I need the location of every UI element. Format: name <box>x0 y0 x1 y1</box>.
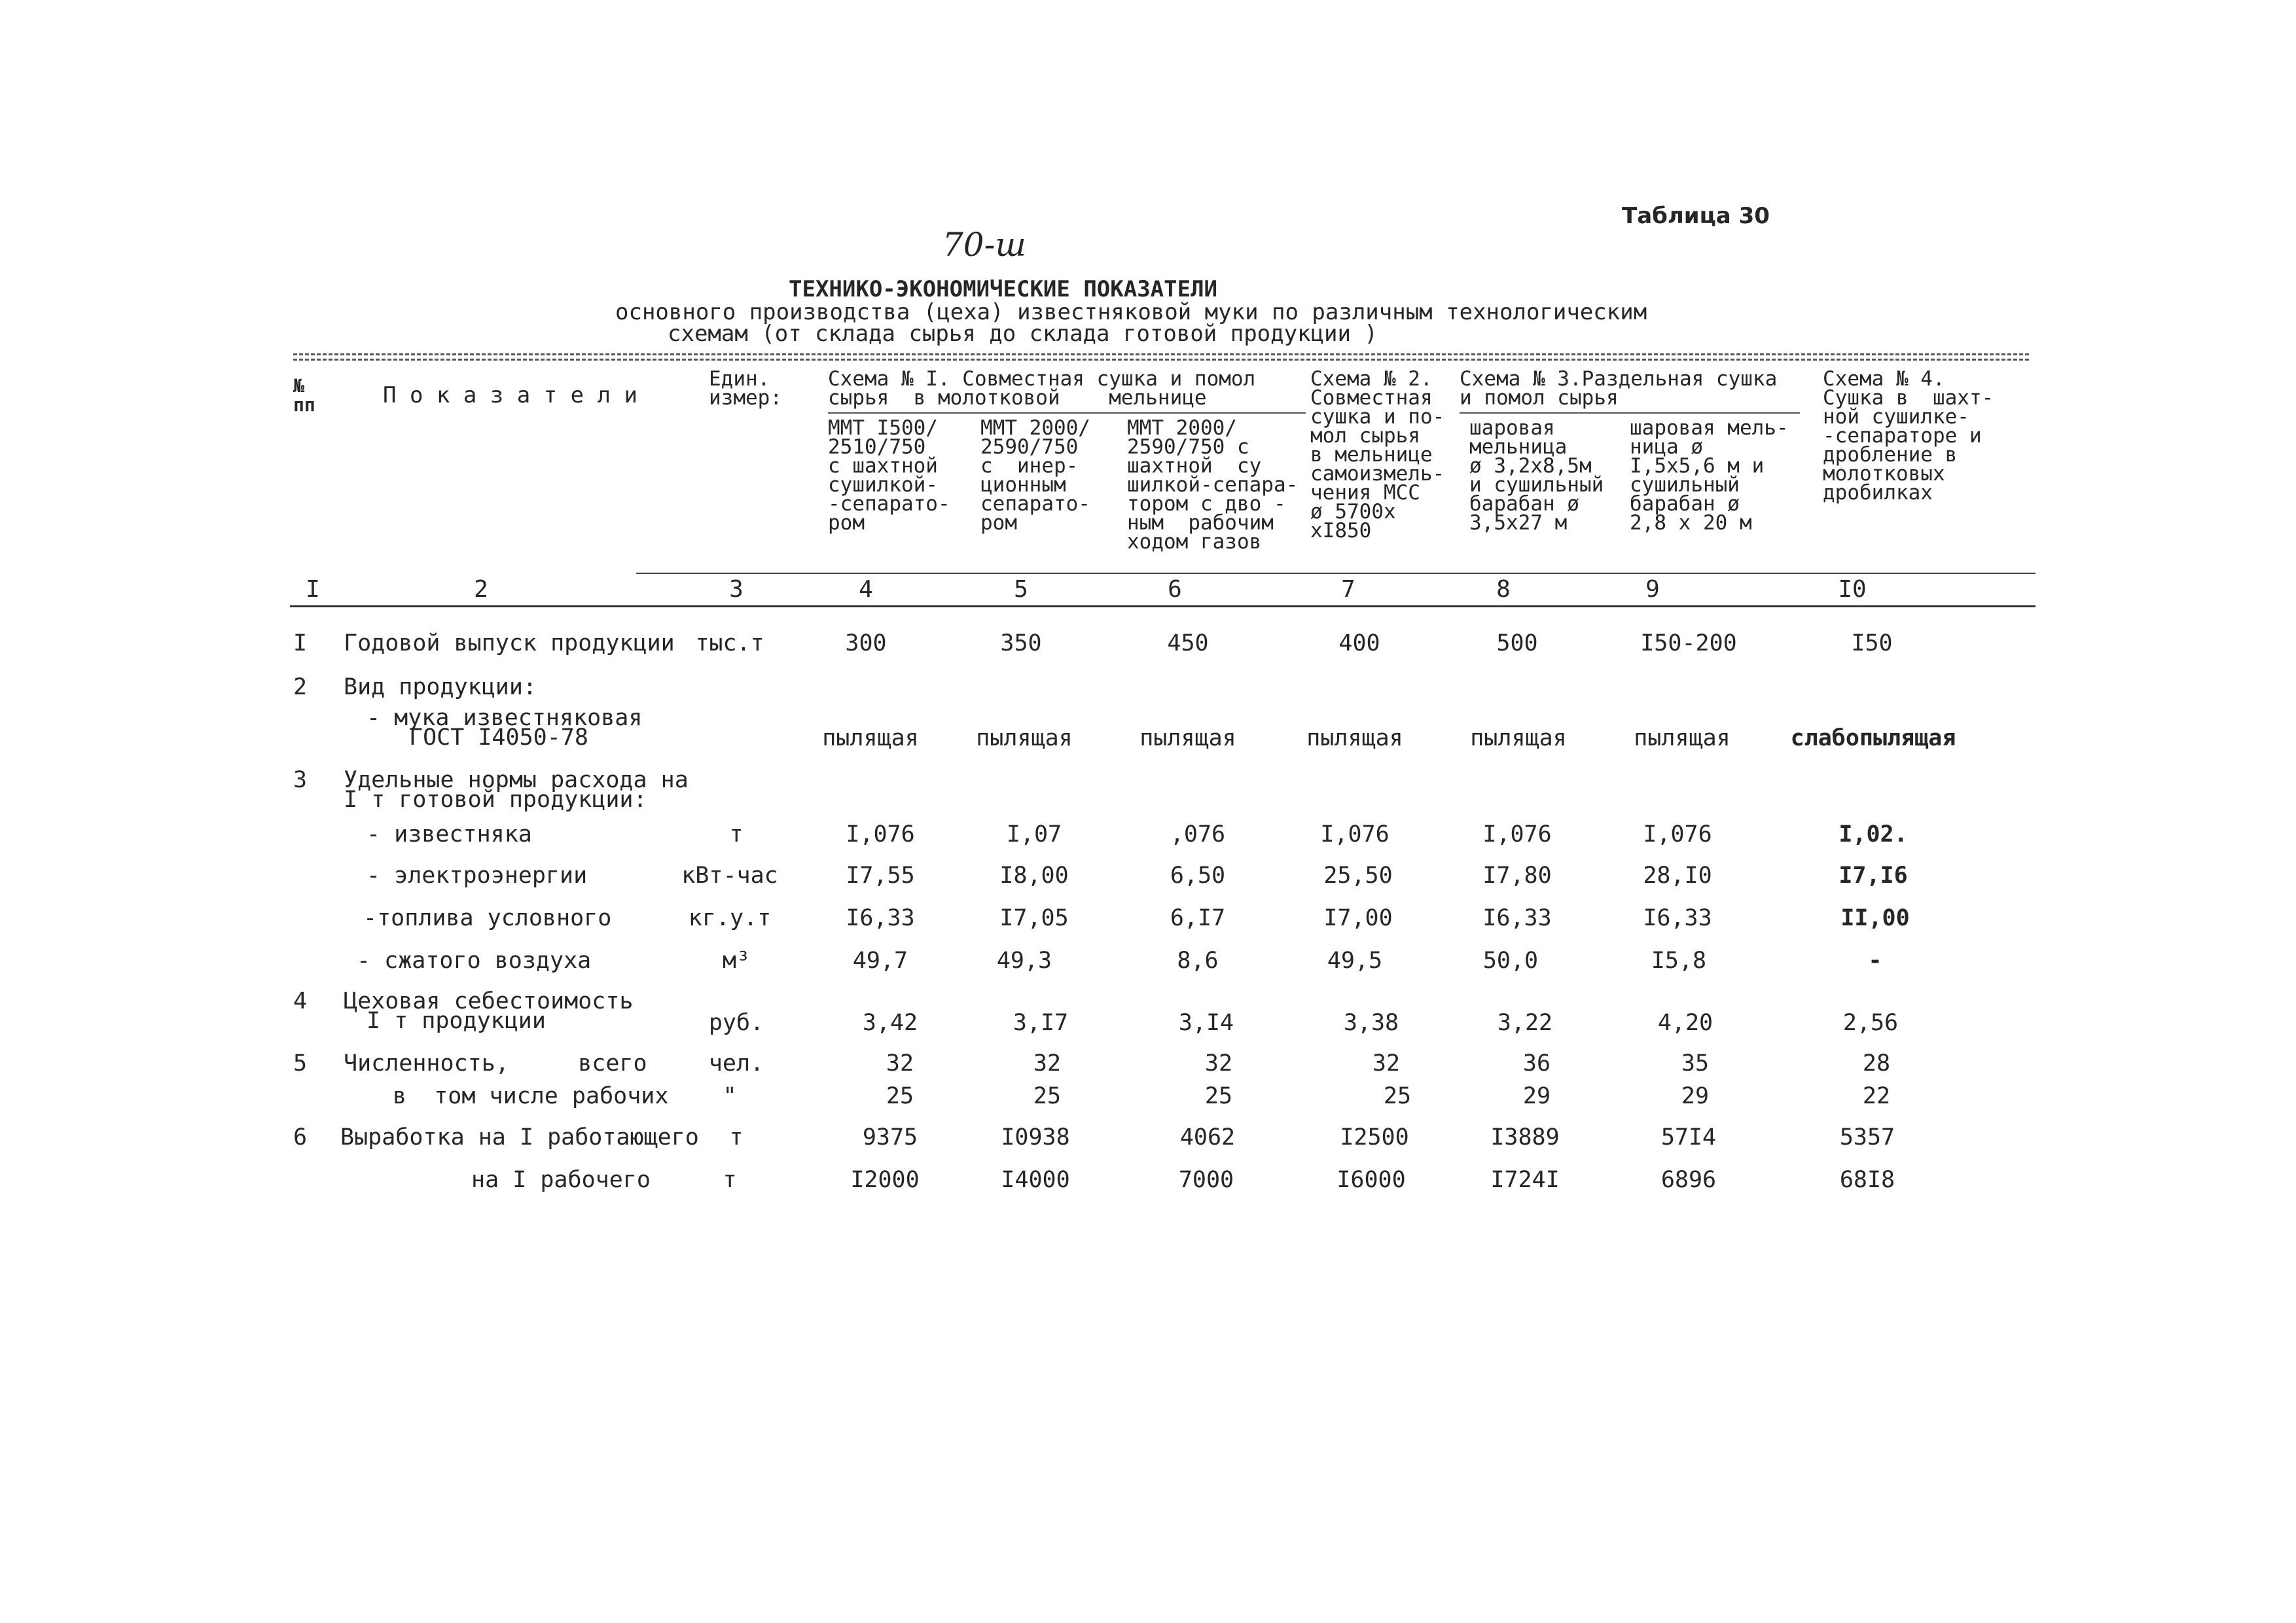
handwritten-page-note: 70-ш <box>942 226 1026 264</box>
row-3d-col-10: - <box>1868 948 1882 974</box>
row-5a-col-10: 22 <box>1862 1083 1891 1109</box>
row-5-col-4: 32 <box>886 1050 914 1077</box>
scheme-3-underline <box>1460 412 1800 414</box>
row-3c-col-8: I6,33 <box>1482 905 1552 931</box>
row-5a-col-8: 29 <box>1522 1083 1551 1109</box>
row-6-number: 6 <box>293 1124 308 1150</box>
table-title: ТЕХНИКО-ЭКОНОМИЧЕСКИЕ ПОКАЗАТЕЛИ <box>789 276 1218 302</box>
header-scheme-1: Схема № I. Совместная сушка и помол сырья в молотковой мельнице <box>828 367 1256 410</box>
row-3a-col-6: ,076 <box>1170 821 1226 847</box>
header-indicators: П о к а з а т е л и <box>383 382 637 408</box>
row-6a-col-10: 68I8 <box>1839 1167 1895 1193</box>
row-3a-col-4: I,076 <box>846 821 915 847</box>
row-3b-label: - электроэнергии <box>367 863 588 889</box>
header-col-5: ММТ 2000/ 2590/750 с инер- ционным сепарато- ром <box>980 416 1090 535</box>
col-num-9: 9 <box>1645 576 1660 603</box>
row-4-col-6: 3,I4 <box>1178 1010 1234 1036</box>
row-3b-col-6: 6,50 <box>1170 863 1226 889</box>
row-3d-col-7: 49,5 <box>1327 948 1383 974</box>
row-3c-label: -топлива условного <box>363 905 612 931</box>
row-5-col-7: 32 <box>1372 1050 1401 1077</box>
row-3a-label: - известняка <box>367 821 532 847</box>
row-3a-col-10: I,02. <box>1839 821 1908 847</box>
col-num-8: 8 <box>1496 576 1511 603</box>
row-2a-col-8: пылящая <box>1470 725 1567 751</box>
row-5-unit: чел. <box>708 1050 764 1077</box>
row-1-col-4: 300 <box>845 630 887 656</box>
row-3b-col-7: 25,50 <box>1323 863 1393 889</box>
row-6-col-6: 4062 <box>1179 1124 1236 1150</box>
col-num-2: 2 <box>474 576 488 603</box>
row-3b-col-8: I7,80 <box>1482 863 1552 889</box>
row-3c-col-5: I7,05 <box>999 905 1069 931</box>
row-3a-col-7: I,076 <box>1320 821 1390 847</box>
row-1-col-9: I50-200 <box>1640 630 1737 656</box>
row-3d-unit: м³ <box>722 948 751 974</box>
header-col-9: шаровая мель- ница ø I,5х5,6 м и сушильный барабан ø 2,8 х 20 м <box>1630 416 1789 535</box>
table-label: Таблица 30 <box>1622 203 1770 229</box>
row-6a-col-7: I6000 <box>1336 1167 1406 1193</box>
row-6-col-4: 9375 <box>862 1124 918 1150</box>
row-3a-col-5: I,07 <box>1006 821 1062 847</box>
row-3b-unit: кВт-час <box>681 863 778 889</box>
row-2a-standard: ГОСТ I4050-78 <box>409 724 588 751</box>
row-3d-col-5: 49,3 <box>996 948 1052 974</box>
row-6-col-7: I2500 <box>1340 1124 1409 1150</box>
row-6a-label: на I рабочего <box>471 1167 651 1193</box>
row-3c-col-6: 6,I7 <box>1170 905 1226 931</box>
row-2-label: Вид продукции: <box>344 674 537 700</box>
row-3d-label: - сжатого воздуха <box>357 948 592 974</box>
row-6-col-9: 57I4 <box>1660 1124 1717 1150</box>
row-2a-col-9: пылящая <box>1634 725 1731 751</box>
row-3b-col-4: I7,55 <box>846 863 915 889</box>
row-1-col-8: 500 <box>1496 630 1538 656</box>
row-4-col-7: 3,38 <box>1343 1010 1399 1036</box>
row-2a-col-10: слабопылящая <box>1790 725 1956 751</box>
row-6a-col-8: I724I <box>1490 1167 1560 1193</box>
table-subtitle-line1: основного производства (цеха) известняковой муки по различным технологическим <box>615 299 1647 325</box>
header-unit: Един. измер: <box>709 367 782 410</box>
row-3d-col-6: 8,6 <box>1177 948 1219 974</box>
row-4-col-4: 3,42 <box>862 1010 918 1036</box>
row-5a-col-4: 25 <box>886 1083 914 1109</box>
col-num-5: 5 <box>1014 576 1028 603</box>
col-num-7: 7 <box>1341 576 1355 603</box>
row-5-col-10: 28 <box>1862 1050 1891 1077</box>
header-col-10: Схема № 4. Сушка в шахт- ной сушилке- -сепараторе и дробление в молотковых дробилках <box>1823 367 1994 505</box>
row-6a-unit: т <box>723 1167 737 1193</box>
row-1-unit: тыс.т <box>695 630 764 656</box>
row-3-number: 3 <box>293 767 308 793</box>
header-top-rule-2 <box>293 359 2029 361</box>
row-5a-col-7: 25 <box>1383 1083 1412 1109</box>
row-3b-col-9: 28,I0 <box>1643 863 1712 889</box>
row-2a-label: - мука известняковая <box>367 705 643 731</box>
row-5-col-8: 36 <box>1522 1050 1551 1077</box>
row-6-label: Выработка на I работающего <box>340 1124 699 1150</box>
row-6-col-8: I3889 <box>1490 1124 1560 1150</box>
row-5a-unit: " <box>723 1083 737 1109</box>
row-4-number: 4 <box>293 988 308 1014</box>
row-3c-col-4: I6,33 <box>846 905 915 931</box>
header-col-6: ММТ 2000/ 2590/750 с шахтной су шилкой-сепара- тором с дво - ным рабочим ходом газов <box>1127 416 1299 554</box>
scheme-1-underline <box>828 412 1306 414</box>
header-number: № пп <box>293 375 315 416</box>
row-5-label: Численность, всего <box>344 1050 647 1077</box>
row-4-unit: руб. <box>708 1010 764 1036</box>
row-2a-col-5: пылящая <box>976 725 1073 751</box>
header-col-8: шаровая мельница ø 3,2х8,5м и сушильный барабан ø 3,5х27 м <box>1469 416 1604 535</box>
header-bottom-rule <box>636 573 2036 574</box>
row-6-col-5: I0938 <box>1001 1124 1070 1150</box>
header-scheme-3: Схема № 3.Раздельная сушка и помол сырья <box>1460 367 1778 410</box>
col-num-10: I0 <box>1838 576 1867 603</box>
row-5-col-6: 32 <box>1204 1050 1233 1077</box>
row-1-col-10: I50 <box>1851 630 1893 656</box>
row-3a-col-8: I,076 <box>1482 821 1552 847</box>
row-1-col-6: 450 <box>1167 630 1209 656</box>
header-col-7: Схема № 2. Совместная сушка и по- мол сырья в мельнице самоизмель- чения МСС ø 5700х xI850 <box>1310 367 1445 543</box>
row-3c-col-10: II,00 <box>1840 905 1910 931</box>
row-3-label: Удельные нормы расхода на <box>344 767 689 793</box>
row-2a-col-6: пылящая <box>1139 725 1236 751</box>
row-6a-col-5: I4000 <box>1001 1167 1070 1193</box>
row-3d-col-8: 50,0 <box>1482 948 1539 974</box>
header-col-4: ММТ I500/ 2510/750 с шахтной сушилкой- -сепарато- ром <box>828 416 950 535</box>
column-numbers-rule <box>290 605 2036 607</box>
row-4-label-2: I т продукции <box>367 1008 546 1034</box>
row-6a-col-4: I2000 <box>850 1167 920 1193</box>
row-3c-unit: кг.у.т <box>688 905 772 931</box>
row-3d-col-4: 49,7 <box>852 948 908 974</box>
row-5a-label: в том числе рабочих <box>393 1083 669 1109</box>
row-4-col-10: 2,56 <box>1842 1010 1899 1036</box>
row-3d-col-9: I5,8 <box>1651 948 1707 974</box>
row-3a-unit: т <box>729 821 744 847</box>
row-1-number: I <box>293 630 308 656</box>
row-5a-col-9: 29 <box>1681 1083 1710 1109</box>
col-num-1: I <box>306 576 320 603</box>
row-4-col-5: 3,I7 <box>1013 1010 1069 1036</box>
col-num-4: 4 <box>859 576 873 603</box>
table-subtitle-line2: схемам (от склада сырья до склада готовой продукции ) <box>668 321 1378 347</box>
row-2a-col-7: пылящая <box>1306 725 1403 751</box>
row-6a-col-6: 7000 <box>1178 1167 1234 1193</box>
row-4-label: Цеховая себестоимость <box>344 988 634 1014</box>
row-5a-col-6: 25 <box>1204 1083 1233 1109</box>
header-top-rule <box>293 353 2029 355</box>
row-1-col-7: 400 <box>1338 630 1380 656</box>
row-3-label-2: I т готовой продукции: <box>344 787 647 813</box>
row-5-col-5: 32 <box>1033 1050 1062 1077</box>
row-5a-col-5: 25 <box>1033 1083 1062 1109</box>
row-4-col-8: 3,22 <box>1497 1010 1553 1036</box>
row-2-number: 2 <box>293 674 308 700</box>
row-2a-col-4: пылящая <box>822 725 919 751</box>
row-1-label: Годовой выпуск продукции <box>344 630 675 656</box>
row-4-col-9: 4,20 <box>1657 1010 1713 1036</box>
row-3b-col-5: I8,00 <box>999 863 1069 889</box>
row-5-number: 5 <box>293 1050 308 1077</box>
row-1-col-5: 350 <box>1000 630 1042 656</box>
row-6a-col-9: 6896 <box>1660 1167 1717 1193</box>
col-num-6: 6 <box>1168 576 1182 603</box>
row-6-col-10: 5357 <box>1839 1124 1895 1150</box>
row-5-col-9: 35 <box>1681 1050 1710 1077</box>
row-3a-col-9: I,076 <box>1643 821 1712 847</box>
col-num-3: 3 <box>729 576 744 603</box>
row-3c-col-9: I6,33 <box>1643 905 1712 931</box>
row-3c-col-7: I7,00 <box>1323 905 1393 931</box>
row-6-unit: т <box>729 1124 744 1150</box>
row-3b-col-10: I7,I6 <box>1839 863 1908 889</box>
